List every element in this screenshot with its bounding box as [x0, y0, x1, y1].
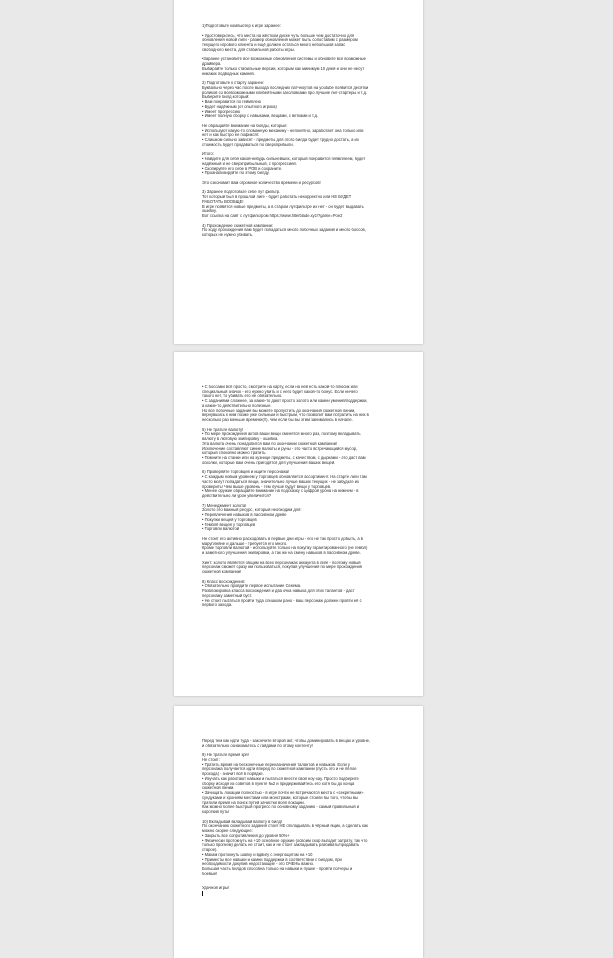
text-line: сюжетной компании!: [202, 570, 242, 574]
text-line: • С боссами всё просто, смотрите на карту, если на ней есть какой-то плюсик или: [202, 384, 358, 389]
text-line: роликов со всевозможными клибейтными заголовками про лучшие лиг-стартеры и т.д.: [202, 90, 368, 95]
text-line: • Перевлечения навыков в пассивном древе: [202, 513, 287, 517]
text-line: Но все побочные задания вы можете пропустить до окончания сюжетной линии,: [202, 408, 356, 413]
text-line: 7) Менеджмент золота!: [202, 503, 247, 508]
text-line: • Менее оружие обращайте внимание на подсказку с цифрой урона на нижнем - в: [202, 489, 359, 494]
text-line: Не обращайте внимание на билды, которые:: [202, 123, 288, 128]
text-line: Исключение составляют синие валюты и руны - это часто встречающийся мусор,: [202, 446, 358, 451]
text-line: тратили время на поиск путей зачистки всей локации.: [202, 800, 305, 805]
text-line: По окончанию сюжетного задания стоит НЕ откладывать в чёрный ящик, а сделать как: [202, 824, 368, 829]
text-line: ошибку.: [202, 209, 217, 214]
text-line: надёжный и не сверхприбыльный, с прогрессией.: [202, 161, 297, 166]
text-line: РАБОТАТЬ ВООБЩЕ!: [202, 199, 244, 204]
text-line: осколки, которые вам очень пригодятся для улучшения ваших вещей.: [202, 460, 336, 465]
text-line: Разблокировка класса восхождения и два очка навыка для этих талантов - даст: [202, 589, 355, 593]
text-line: часто могут попадаться вещи, значительно лучше ваших текущих - не забудьте их: [202, 479, 360, 484]
text-line: • Не стоит пытаться пройти туда слишком рано - ваш персонаж должен пройти её с: [202, 598, 362, 603]
text-line: • Будет надёжным (от опытного игрока): [202, 104, 277, 109]
text-line: свободного места, для стабильной работы игры.: [202, 47, 295, 52]
text-line: а какие-то действительно полезные.: [202, 403, 272, 408]
text-line: 5) Не тратьте валюту!: [202, 427, 244, 432]
text-line: • Физически протокнуть на +10 основное оружие (освоим скор выгодит затрату, так что: [202, 838, 368, 843]
text-line: Не стоит его активно расходовать в первые дни игры - его не так просто добыть, а в: [202, 536, 363, 541]
blank-line: [202, 891, 401, 896]
text-line: необходимости докупив недостающие - это ОЧЕНЬ важно.: [202, 862, 314, 867]
text-line: персонажу заметный буст.: [202, 593, 253, 598]
text-line: Выберите билд который:: [202, 95, 250, 100]
text-line: Золото это важный ресурс, который необходим для:: [202, 508, 302, 513]
text-line: • Найдите для себя какой-нибудь сильнейших, который понравится геймплеем, будет: [202, 157, 366, 161]
text-line: • Гемблё вещей у торговцев: [202, 522, 256, 527]
text-line: • Обязательно пройдите первое испытание Секема.: [202, 584, 302, 589]
text-line: • Помните на станки или на кузнице предметы, с качеством, с дырками - это даст вам: [202, 456, 366, 460]
text-line: сундуками и хрониям местами или монстрами, которые стоили бы того, чтобы вы: [202, 795, 358, 800]
document-page-1: [174, 0, 423, 344]
text-line: короткий путь!: [202, 810, 230, 814]
text-line: можно скорее следующее:: [202, 829, 253, 833]
text-line: Удачной игры!: [202, 886, 230, 890]
text-line: Большая часть билдов способна только на навыки и пушке - пройти погчеры и: [202, 867, 353, 871]
text-line: Тот который был в прошлой лиге - будет работать некорректно или НЕ БУДЕТ: [202, 195, 352, 199]
text-line: • Используют какую-то сломанную механику - непонятно, заработает она только или: [202, 128, 364, 133]
text-line: 6) Проверяйте торговцев и ищите персонажа!: [202, 470, 290, 475]
text-line: такого нет, то убивать его не обязательно.: [202, 394, 283, 399]
text-line: • Изучать как работают навыки и пытаться внести свой ноу-хау. Просто подберите: [202, 776, 359, 781]
text-line: проверить! Чем выше уровень - тем лучше будут вещи у торговцев.: [202, 484, 332, 489]
text-line: • По мере прохождения актов ваши вещи сменятся много раз, поэтому вкладывать: [202, 432, 361, 437]
text-line: старое).: [202, 848, 218, 852]
text-line: персонаж сможет сразу им пользоваться, покупая улучшения по мере прохождения: [202, 565, 362, 570]
text-line: Эта валюта очень понадобится вам по окончании сюжетной кампании!: [202, 441, 338, 446]
text-line: 8) Класс восхождения:: [202, 579, 246, 584]
text-line: Перед тем как идти туда - закончите второй акт, чтобы доминировать в вещах и уровне,: [202, 738, 370, 743]
text-line: 3) Заранее подготовьте себе лут фильтр.: [202, 190, 281, 195]
text-line: • Тратить время на бесконечные переназначения талантов и навыков. Если у: [202, 762, 350, 767]
document-page-3: [174, 706, 423, 958]
text-line: В игре появятся новые предметы, а в старом лутфильтре их нет - он будет выдавать: [202, 204, 364, 209]
text-line: Как можно более быстрый прогресс по основному заданию - самый правильный и: [202, 805, 360, 810]
text-line: маруплейне и дальше - требуется его много.: [202, 541, 288, 546]
text-line: обновления новой лиги - размер обновления может быть сопоставим с размером: [202, 38, 358, 43]
text-line: специальный значок - его нужно убить и с него будет какой-то бонус. Если ничего: [202, 389, 358, 394]
text-line: несколько раз меньше времени(!!), чем если бы вы этим занимались в начале.: [202, 418, 353, 422]
text-line: никаких подводных камней.: [202, 71, 255, 76]
text-line: валюту в лютовую экипировку - ошибка.: [202, 437, 279, 441]
text-line: 1)Подготовьте компьютер к игре заранее:: [202, 24, 281, 28]
text-line: текущего игрового клиента и ещё должен остаться много небольшой запас: [202, 43, 346, 47]
text-line: нет и как быстро ее пофиксят.: [202, 133, 260, 138]
text-line: Кроме торговли валютой - используйте только на покупку гарантированного (не гембл): [202, 546, 368, 551]
text-line: 10) Вкладывай вкладывай валюту в билд!: [202, 819, 283, 824]
text-line: • Удостоверьтесь, что места на жёстком диске чуть больше чем достаточно для: [202, 33, 355, 38]
text-line: • Макам протокнуть шапку и вдвигу с энергощитом на +10: [202, 852, 313, 857]
text-line: Итого:: [202, 152, 214, 157]
text-line: • Слишком сильно зависят - предметы для этого билда будет трудно достать, а их: [202, 138, 359, 142]
text-line: • С каждым новым уровнем у торговцев обновляется ассортимент. На старте лиги там: [202, 475, 367, 479]
text-line: • Проанализируйте по этому билду.: [202, 171, 270, 176]
text-line: который спокойно можно тратить.: [202, 451, 267, 456]
text-line: Не стоит:: [202, 757, 220, 762]
text-line: • Торговли валютой: [202, 527, 240, 532]
text-line: Вот ссылка на сайт с лутфильтром https://www.filterblade.xyz/?game=Poe2: [202, 214, 343, 218]
text-line: действительно ли урон увеличится?: [202, 494, 272, 498]
text-line: первого захода.: [202, 603, 233, 608]
text-line: только прогнем) делать не стоит, как и не стоит закладывать разбивать/продавать: [202, 843, 360, 848]
text-line: которых не нужно убивать.: [202, 233, 254, 237]
text-line: • Покупки вещей у торговцев: [202, 517, 257, 522]
text-line: персонажа получается идти вперед по сюжетной кампании (пусть это и не пёлое: [202, 767, 357, 772]
text-cursor: [202, 891, 203, 896]
text-line: Буквально через час после выхода последних патчноутов на youtube появится десятки: [202, 85, 369, 90]
text-line: • С заданиями сложнее, за какие-то дают просто золото или камни умений/поддержки,: [202, 399, 368, 403]
text-line: и обязательно ознакомьтесь с гайдами по этому контенту!: [202, 743, 313, 748]
text-line: • Имеет прогрессию: [202, 109, 241, 114]
text-line: вернувшись к ним позже уже сильным и быстрым, что позволит вам потратить на них в: [202, 413, 369, 418]
text-line: 4) Прохождение сюжетной кампании:: [202, 223, 274, 228]
text-line: • Зачищать локации полностью - в игре почти не встречаются места с «секретными»: [202, 791, 364, 795]
document-page-2: [174, 352, 423, 696]
text-line: драйвера.: [202, 62, 222, 66]
text-line: Хинт: золото является общим на всех персонажах аккаунта в лиге - поэтому новый: [202, 560, 361, 565]
text-line: По ходу прохождения вам будет попадаться много побочных заданий и много боссов,: [202, 228, 366, 233]
text-line: • Скопируйте его себе в POB и сохраните.: [202, 166, 283, 171]
text-line: • Закрыть все сопротивления до уровня 50%+: [202, 833, 290, 838]
text-line: •Заранее установите все возможные обновления системы и обновите все возможные: [202, 57, 366, 62]
text-line: Выбирайте только стабильные версии, которым как минимум 10 дней и они не несут: [202, 66, 365, 71]
text-line: боевые!: [202, 871, 218, 876]
text-line: стоимость будет продаваться по сверхприбыли.: [202, 142, 294, 147]
text-line: сюжетной линии.: [202, 786, 235, 791]
text-line: • Имеет полную сборку с навыками, вещами, с ветками и т.д.: [202, 114, 319, 119]
text-line: • Вам понравится по геймплею: [202, 100, 261, 104]
text-line: • Приместы все навыки и камни поддержки в соответствии с билдом, при: [202, 857, 342, 862]
text-line: Это сэкономит вам огромное количество времени и ресурсов!: [202, 180, 321, 185]
text-line: прохода) - значит всё в порядке.: [202, 772, 264, 776]
text-line: 9) Не тратьте время зря!: [202, 753, 249, 757]
text-line: 2) Подготовьте к старту заранее:: [202, 81, 265, 85]
text-line: сборку исходя из советов в пункте №2 и придерживайтесь его хотя бы до конца: [202, 781, 355, 786]
text-line: и заметного улучшения экипировки, а так же на смену навыков в пассивном древе.: [202, 551, 361, 555]
